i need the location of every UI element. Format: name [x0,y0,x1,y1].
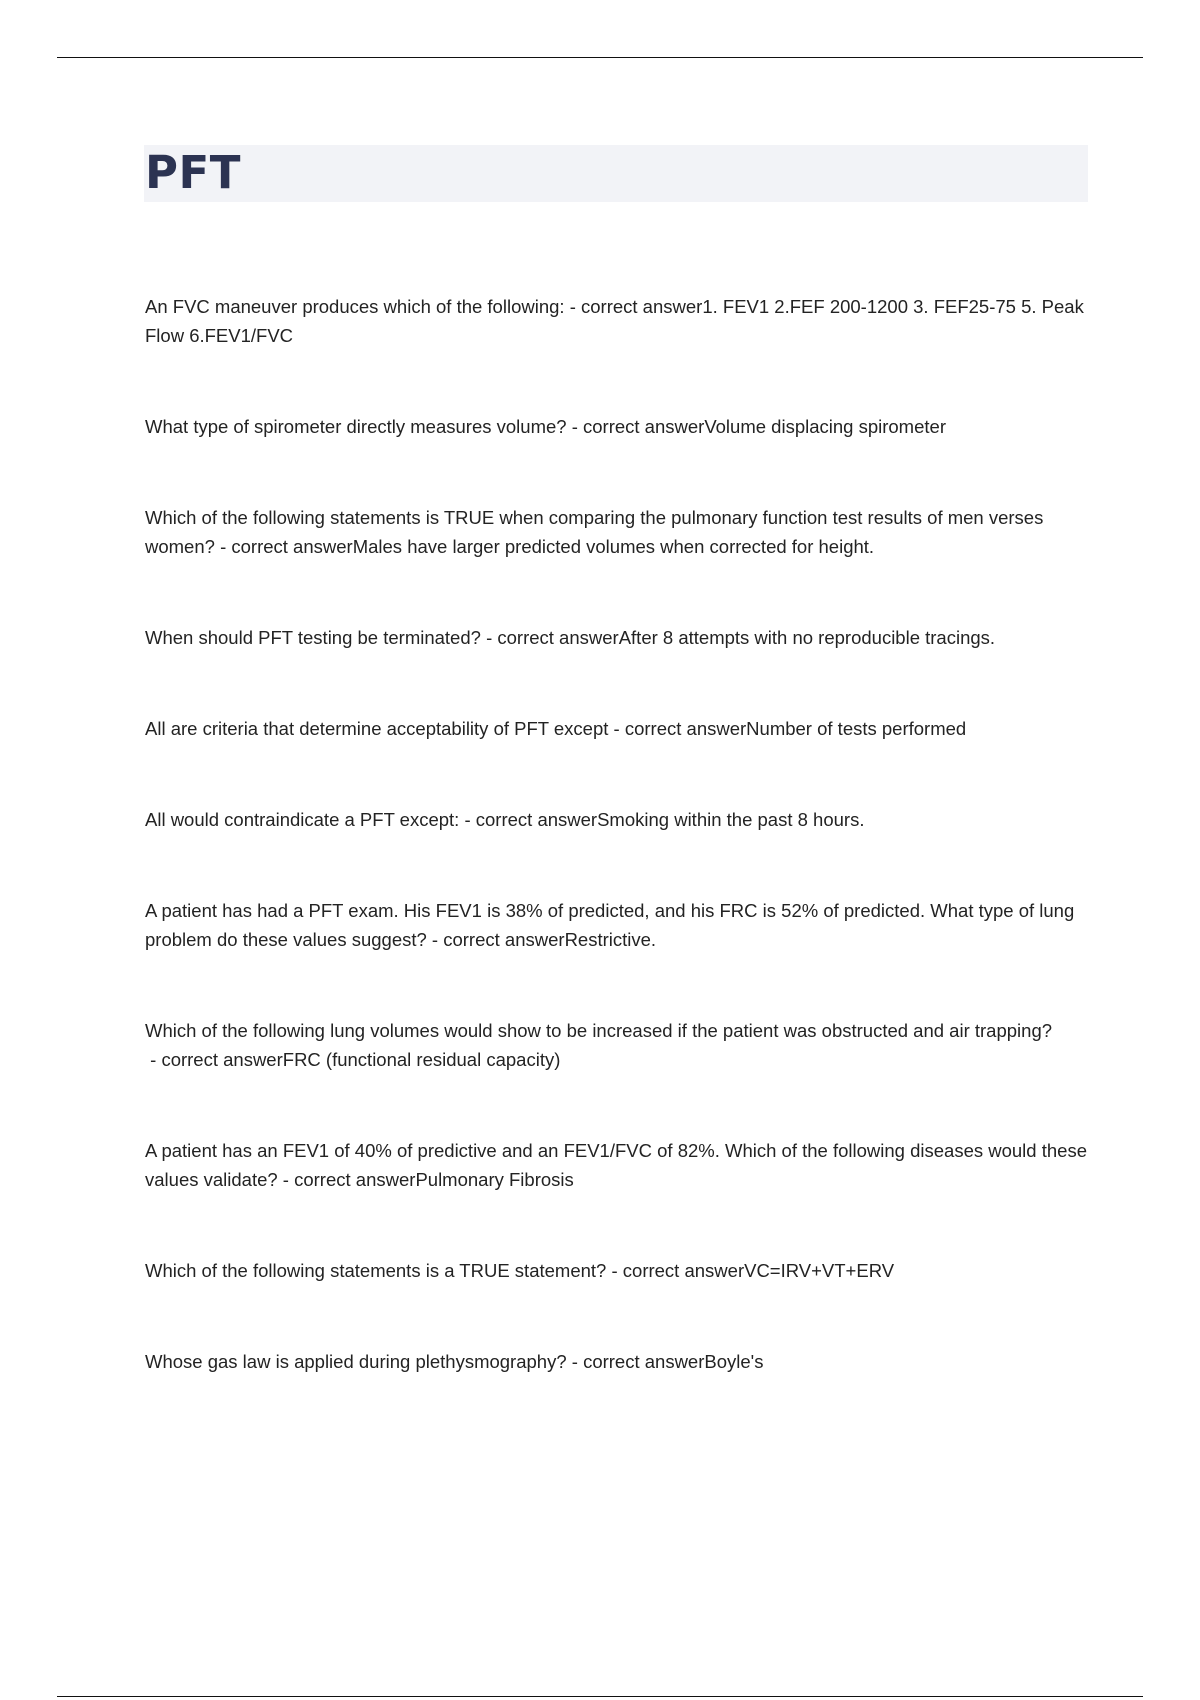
answer-text: Pulmonary Fibrosis [415,1169,574,1190]
question-text: All would contraindicate a PFT except: [145,809,460,830]
qa-item [145,805,1090,834]
question-text: Which of the following lung volumes would show to be increased if the patient was obstructed and air trapping? [145,1020,1053,1041]
qa-item [145,503,1090,561]
answer-separator: - correct answer [608,718,747,739]
answer-text: Smoking within the past 8 hours. [597,809,865,830]
question-text: All are criteria that determine acceptability of PFT except [145,718,609,739]
answer-separator: - correct answer [145,1049,283,1070]
answer-separator: - correct answer [480,627,619,648]
answer-separator: - correct answer [566,1351,705,1372]
qa-item [145,412,1090,441]
answer-text: 1. FEV1 2.FEF 200-1200 3. FEF25-75 5. Peak Flow 6.FEV1/FVC [145,296,1084,346]
question-text: What type of spirometer directly measures volume? [145,416,567,437]
question-text: When should PFT testing be terminated? [145,627,481,648]
answer-text: Restrictive. [564,929,657,950]
answer-text: Boyle's [704,1351,764,1372]
bottom-divider [57,1696,1143,1697]
qa-item [145,714,1090,743]
answer-text: VC=IRV+VT+ERV [744,1260,895,1281]
qa-item [145,1016,1090,1074]
answer-separator: - correct answer [277,1169,416,1190]
qa-item [145,292,1090,350]
question-text: Which of the following statements is a TRUE statement? [145,1260,607,1281]
answer-text: Volume displacing spirometer [704,416,946,437]
answer-separator: - correct answer [214,536,353,557]
page-title: PFT [145,146,241,199]
answer-separator: - correct answer [426,929,565,950]
answer-separator: - correct answer [564,296,703,317]
answer-text: After 8 attempts with no reproducible tracings. [618,627,996,648]
qa-item [145,1136,1090,1194]
question-text: An FVC maneuver produces which of the following: [145,296,565,317]
top-divider [57,57,1143,58]
question-text: Whose gas law is applied during plethysmography? [145,1351,567,1372]
question-text: A patient has an FEV1 of 40% of predictive and an FEV1/FVC of 82%. Which of the following diseases would these values validate? [145,1140,1087,1190]
answer-separator: - correct answer [566,416,705,437]
qa-item [145,1347,1090,1376]
answer-separator: - correct answer [606,1260,745,1281]
answer-text: Number of tests performed [746,718,967,739]
qa-item [145,1256,1090,1285]
qa-list [145,292,1090,1376]
title-band [144,145,1088,202]
answer-text: Males have larger predicted volumes when corrected for height. [352,536,875,557]
question-text: A patient has had a PFT exam. His FEV1 is 38% of predicted, and his FRC is 52% of predicted. What type of lung problem do these values suggest? [145,900,1075,950]
qa-item [145,896,1090,954]
answer-separator: - correct answer [459,809,598,830]
question-text: Which of the following statements is TRUE when comparing the pulmonary function test results of men verses women? [145,507,1044,557]
answer-text: FRC (functional residual capacity) [282,1049,561,1070]
qa-item [145,623,1090,652]
